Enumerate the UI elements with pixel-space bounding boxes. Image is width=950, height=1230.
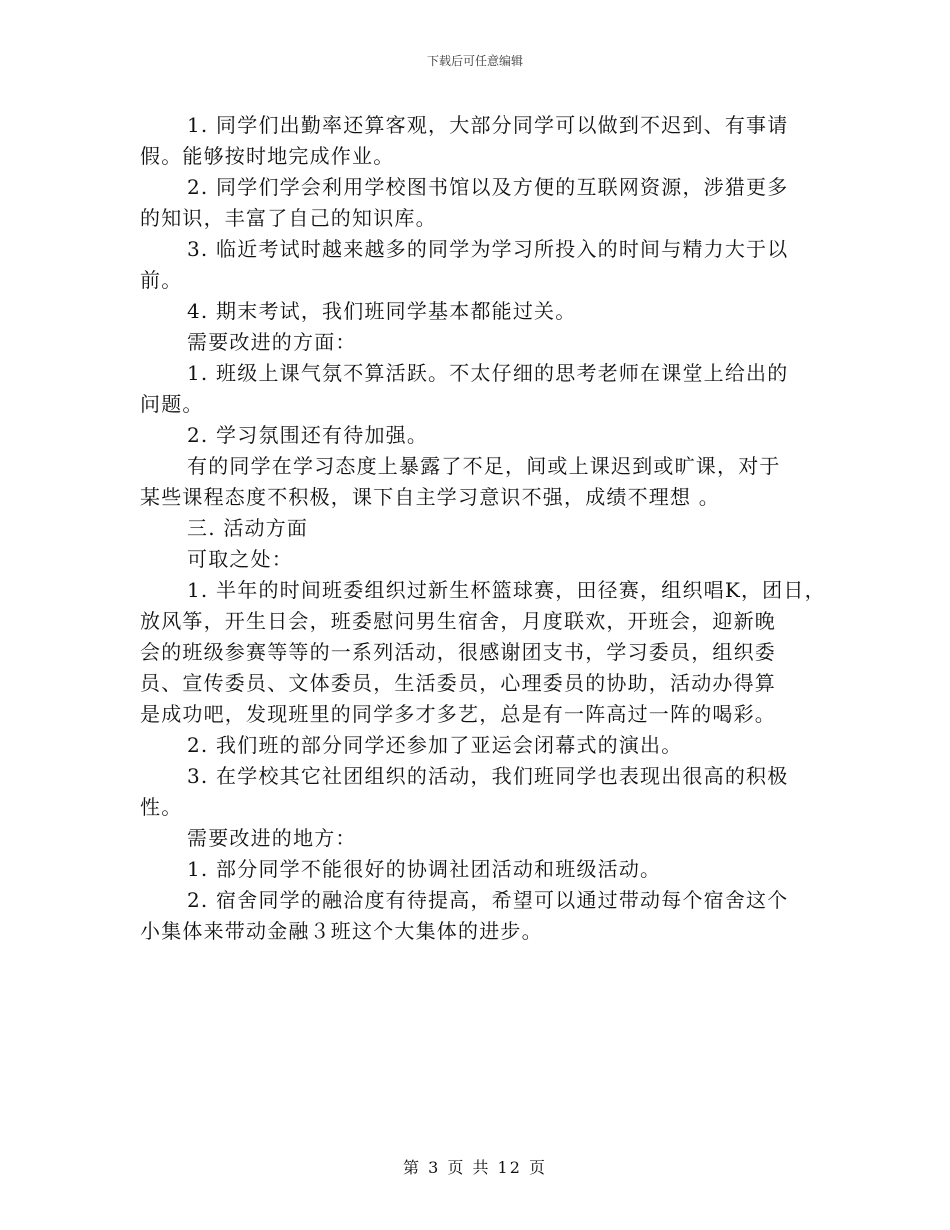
paragraph-line: 1. 部分同学不能很好的协调社团活动和班级活动。 [187, 857, 662, 881]
paragraph-line: 1. 半年的时间班委组织过新生杯篮球赛，田径赛，组织唱K，团日， [187, 578, 826, 602]
paragraph-line: 2. 同学们学会利用学校图书馆以及方便的互联网资源，涉猎更多 [187, 175, 789, 199]
paragraph-line: 2. 学习氛围还有待加强。 [187, 423, 429, 447]
page-number-footer: 第 3 页 共 12 页 [403, 1158, 547, 1177]
document-body [140, 110, 840, 947]
paragraph-line: 员、宣传委员、文体委员，生活委员，心理委员的协助，活动办得算 [140, 671, 776, 695]
section-heading: 三. 活动方面 [187, 516, 309, 540]
paragraph-line: 2. 宿舍同学的融洽度有待提高，希望可以通过带动每个宿舍这个 [187, 888, 789, 912]
section-subheading: 需要改进的地方： [187, 826, 357, 850]
page-header: 下载后可任意编辑 [426, 54, 523, 68]
paragraph-line: 问题。 [140, 392, 204, 416]
paragraph-line: 1. 班级上课气氛不算活跃。不太仔细的思考老师在课堂上给出的 [187, 361, 789, 385]
paragraph-line: 放风筝，开生日会，班委慰问男生宿舍，月度联欢，开班会，迎新晚 [140, 609, 776, 633]
paragraph-line: 2. 我们班的部分同学还参加了亚运会闭幕式的演出。 [187, 733, 683, 757]
paragraph-line: 3. 在学校其它社团组织的活动，我们班同学也表现出很高的积极 [187, 764, 789, 788]
paragraph-line: 1. 同学们出勤率还算客观，大部分同学可以做到不迟到、有事请 [187, 113, 789, 137]
paragraph-line: 某些课程态度不积极，课下自主学习意识不强，成绩不理想 。 [140, 485, 720, 509]
paragraph-line: 性。 [140, 795, 183, 819]
paragraph-line: 小集体来带动金融３班这个大集体的进步。 [140, 919, 543, 943]
paragraph-line: 假。能够按时地完成作业。 [140, 144, 395, 168]
paragraph-line: 的知识，丰富了自己的知识库。 [140, 206, 437, 230]
paragraph-line: 会的班级参赛等等的一系列活动，很感谢团支书，学习委员，组织委 [140, 640, 776, 664]
paragraph-line: 是成功吧，发现班里的同学多才多艺，总是有一阵高过一阵的喝彩。 [140, 702, 776, 726]
paragraph-line: 3. 临近考试时越来越多的同学为学习所投入的时间与精力大于以 [187, 237, 789, 261]
paragraph-line: 前。 [140, 268, 183, 292]
section-subheading: 可取之处： [187, 547, 293, 571]
paragraph-line: 有的同学在学习态度上暴露了不足，间或上课迟到或旷课，对于 [187, 454, 781, 478]
paragraph-line: 4. 期末考试，我们班同学基本都能过关。 [187, 299, 577, 323]
section-subheading: 需要改进的方面： [187, 330, 357, 354]
